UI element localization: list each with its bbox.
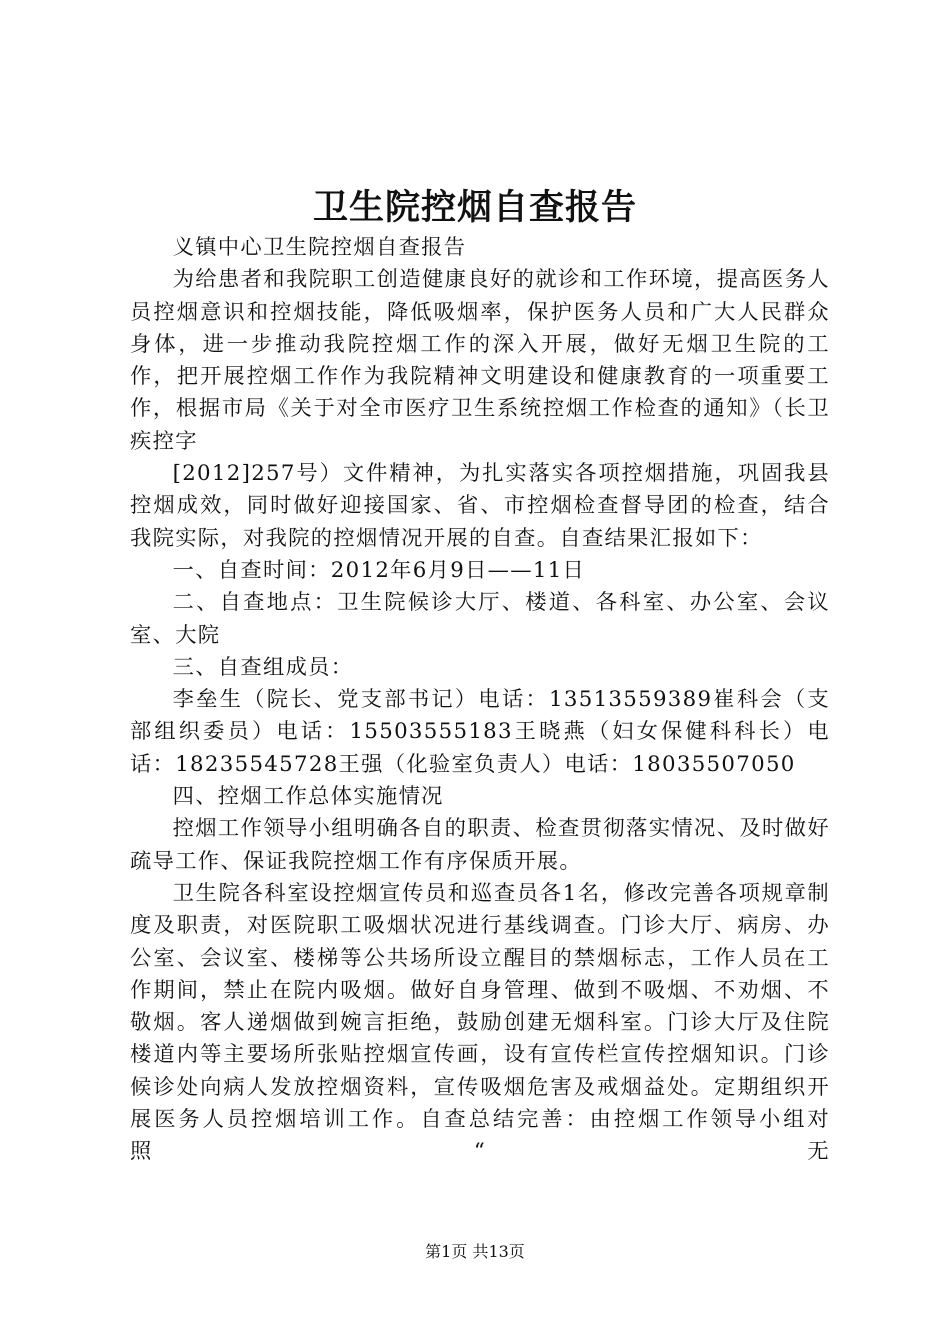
paragraph-leadership: 控烟工作领导小组明确各自的职责、检查贯彻落实情况、及时做好疏导工作、保证我院控烟工作有序保质开展。 <box>130 816 830 874</box>
paragraph-subtitle: 义镇中心卫生院控烟自查报告 <box>172 235 467 260</box>
document-title: 卫生院控烟自查报告 <box>312 187 637 228</box>
document-body <box>130 232 830 1169</box>
paragraph-document-reference: [2012]257号）文件精神，为扎实落实各项控烟措施，巩固我县控烟成效，同时做好迎接国家、省、市控烟检查督导团的检查，结合我院实际，对我院的控烟情况开展的自查。自查结果汇报如下： <box>130 461 830 551</box>
paragraph-team-heading: 三、自查组成员： <box>172 654 354 680</box>
paragraph-inspection-time: 一、自查时间：2012年6月9日——11日 <box>172 557 586 583</box>
paragraph-intro: 为给患者和我院职工创造健康良好的就诊和工作环境，提高医务人员控烟意识和控烟技能，降低吸烟率，保护医务人员和广大人民群众身体，进一步推动我院控烟工作的深入开展，做好无烟卫生院的工作，把开展控烟工作作为我院精神文明建设和健康教育的一项重要工作，根据市局《关于对全市医疗卫生系统控烟工作检查的通知》（长卫疾控字 <box>130 267 830 454</box>
paragraph-team-members: 李垒生（院长、党支部书记）电话：13513559389崔科会（支部组织委员）电话：15503555183王晓燕（妇女保健科科长）电话：18235545728王强（化验室负责人）电话：18035507050 <box>130 687 830 777</box>
paragraph-section-four-heading: 四、控烟工作总体实施情况 <box>172 784 444 810</box>
paragraph-inspection-location: 二、自查地点：卫生院候诊大厅、楼道、各科室、办公室、会议室、大院 <box>130 590 830 648</box>
page-footer: 第1页 共13页 <box>425 1242 525 1261</box>
paragraph-measures: 卫生院各科室设控烟宣传员和巡查员各1名，修改完善各项规章制度及职责，对医院职工吸烟状况进行基线调查。门诊大厅、病房、办公室、会议室、楼梯等公共场所设立醒目的禁烟标志，工作人员在工作期间，禁止在院内吸烟。做好自身管理、做到不吸烟、不劝烟、不敬烟。客人递烟做到婉言拒绝，鼓励创建无烟科室。门诊大厅及住院楼道内等主要场所张贴控烟宣传画，设有宣传栏宣传控烟知识。门诊候诊处向病人发放控烟资料，宣传吸烟危害及戒烟益处。定期组织开展医务人员控烟培训工作。自查总结完善：由控烟工作领导小组对照“无 <box>130 880 830 1165</box>
